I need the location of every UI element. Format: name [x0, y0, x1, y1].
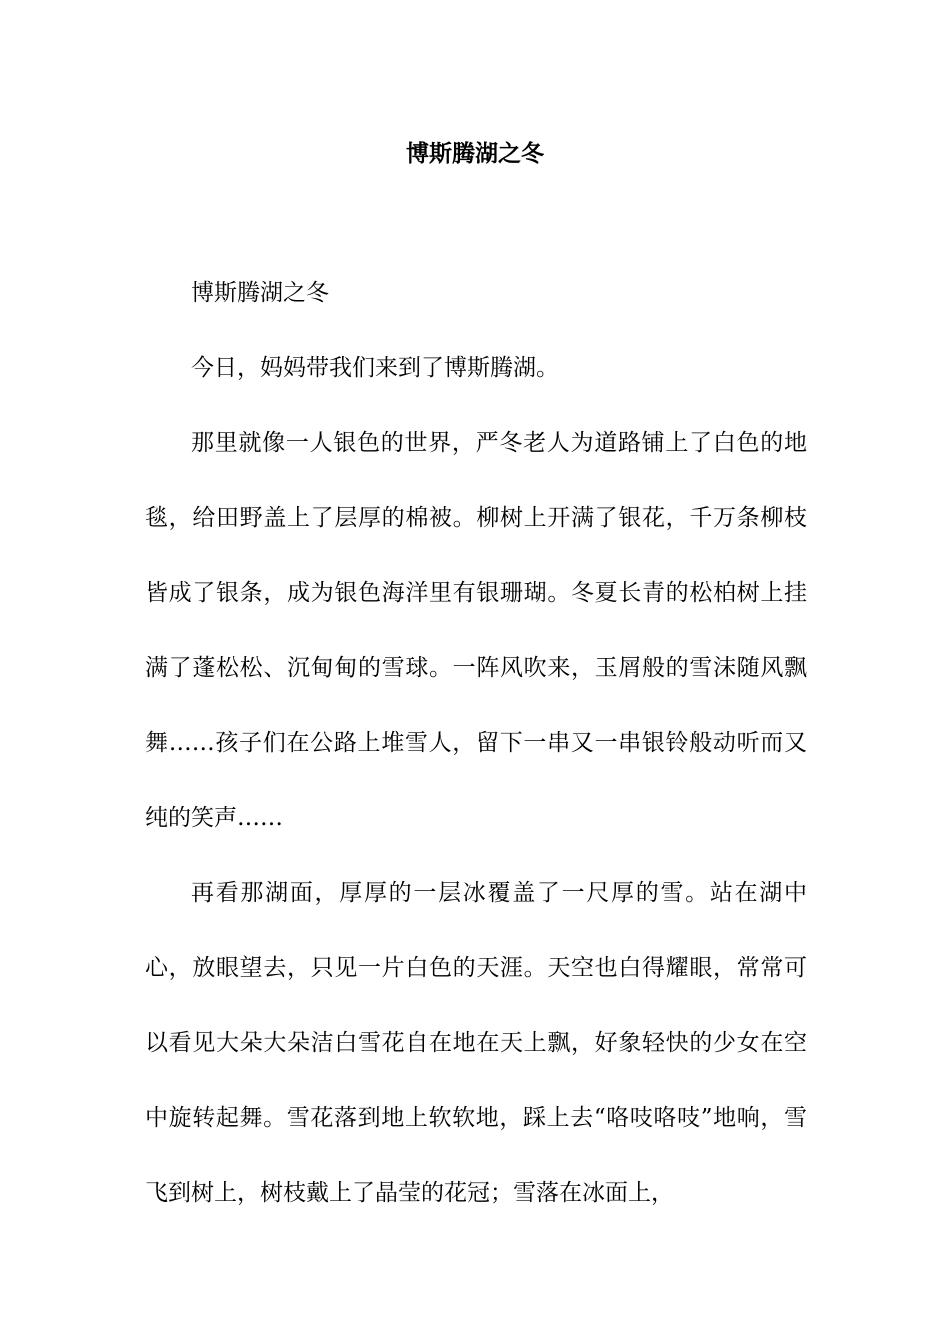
document-title: 博斯腾湖之冬 [406, 140, 544, 167]
paragraph-intro: 今日，妈妈带我们来到了博斯腾湖。 [191, 355, 559, 381]
paragraph-subtitle: 博斯腾湖之冬 [191, 280, 329, 306]
paragraph-lake-surface: 再看那湖面，厚厚的一层冰覆盖了一尺厚的雪。站在湖中心，放眼望去，只见一片白色的天涯。天空也白得耀眼，常常可以看见大朵大朵洁白雪花自在地在天上飘，好象轻快的少女在空中旋转起舞。雪花落到地上软软地，踩上去“咯吱咯吱”地响，雪飞到树上，树枝戴上了晶莹的花冠；雪落在冰面上， [145, 880, 807, 1206]
paragraph-silver-world: 那里就像一人银色的世界，严冬老人为道路铺上了白色的地毯，给田野盖上了层厚的棉被。柳树上开满了银花，千万条柳枝皆成了银条，成为银色海洋里有银珊瑚。冬夏长青的松柏树上挂满了蓬松松、沉甸甸的雪球。一阵风吹来，玉屑般的雪沫随风飘舞……孩子们在公路上堆雪人，留下一串又一串银铃般动听而又纯的笑声…… [145, 430, 807, 831]
document-body [145, 256, 807, 1231]
